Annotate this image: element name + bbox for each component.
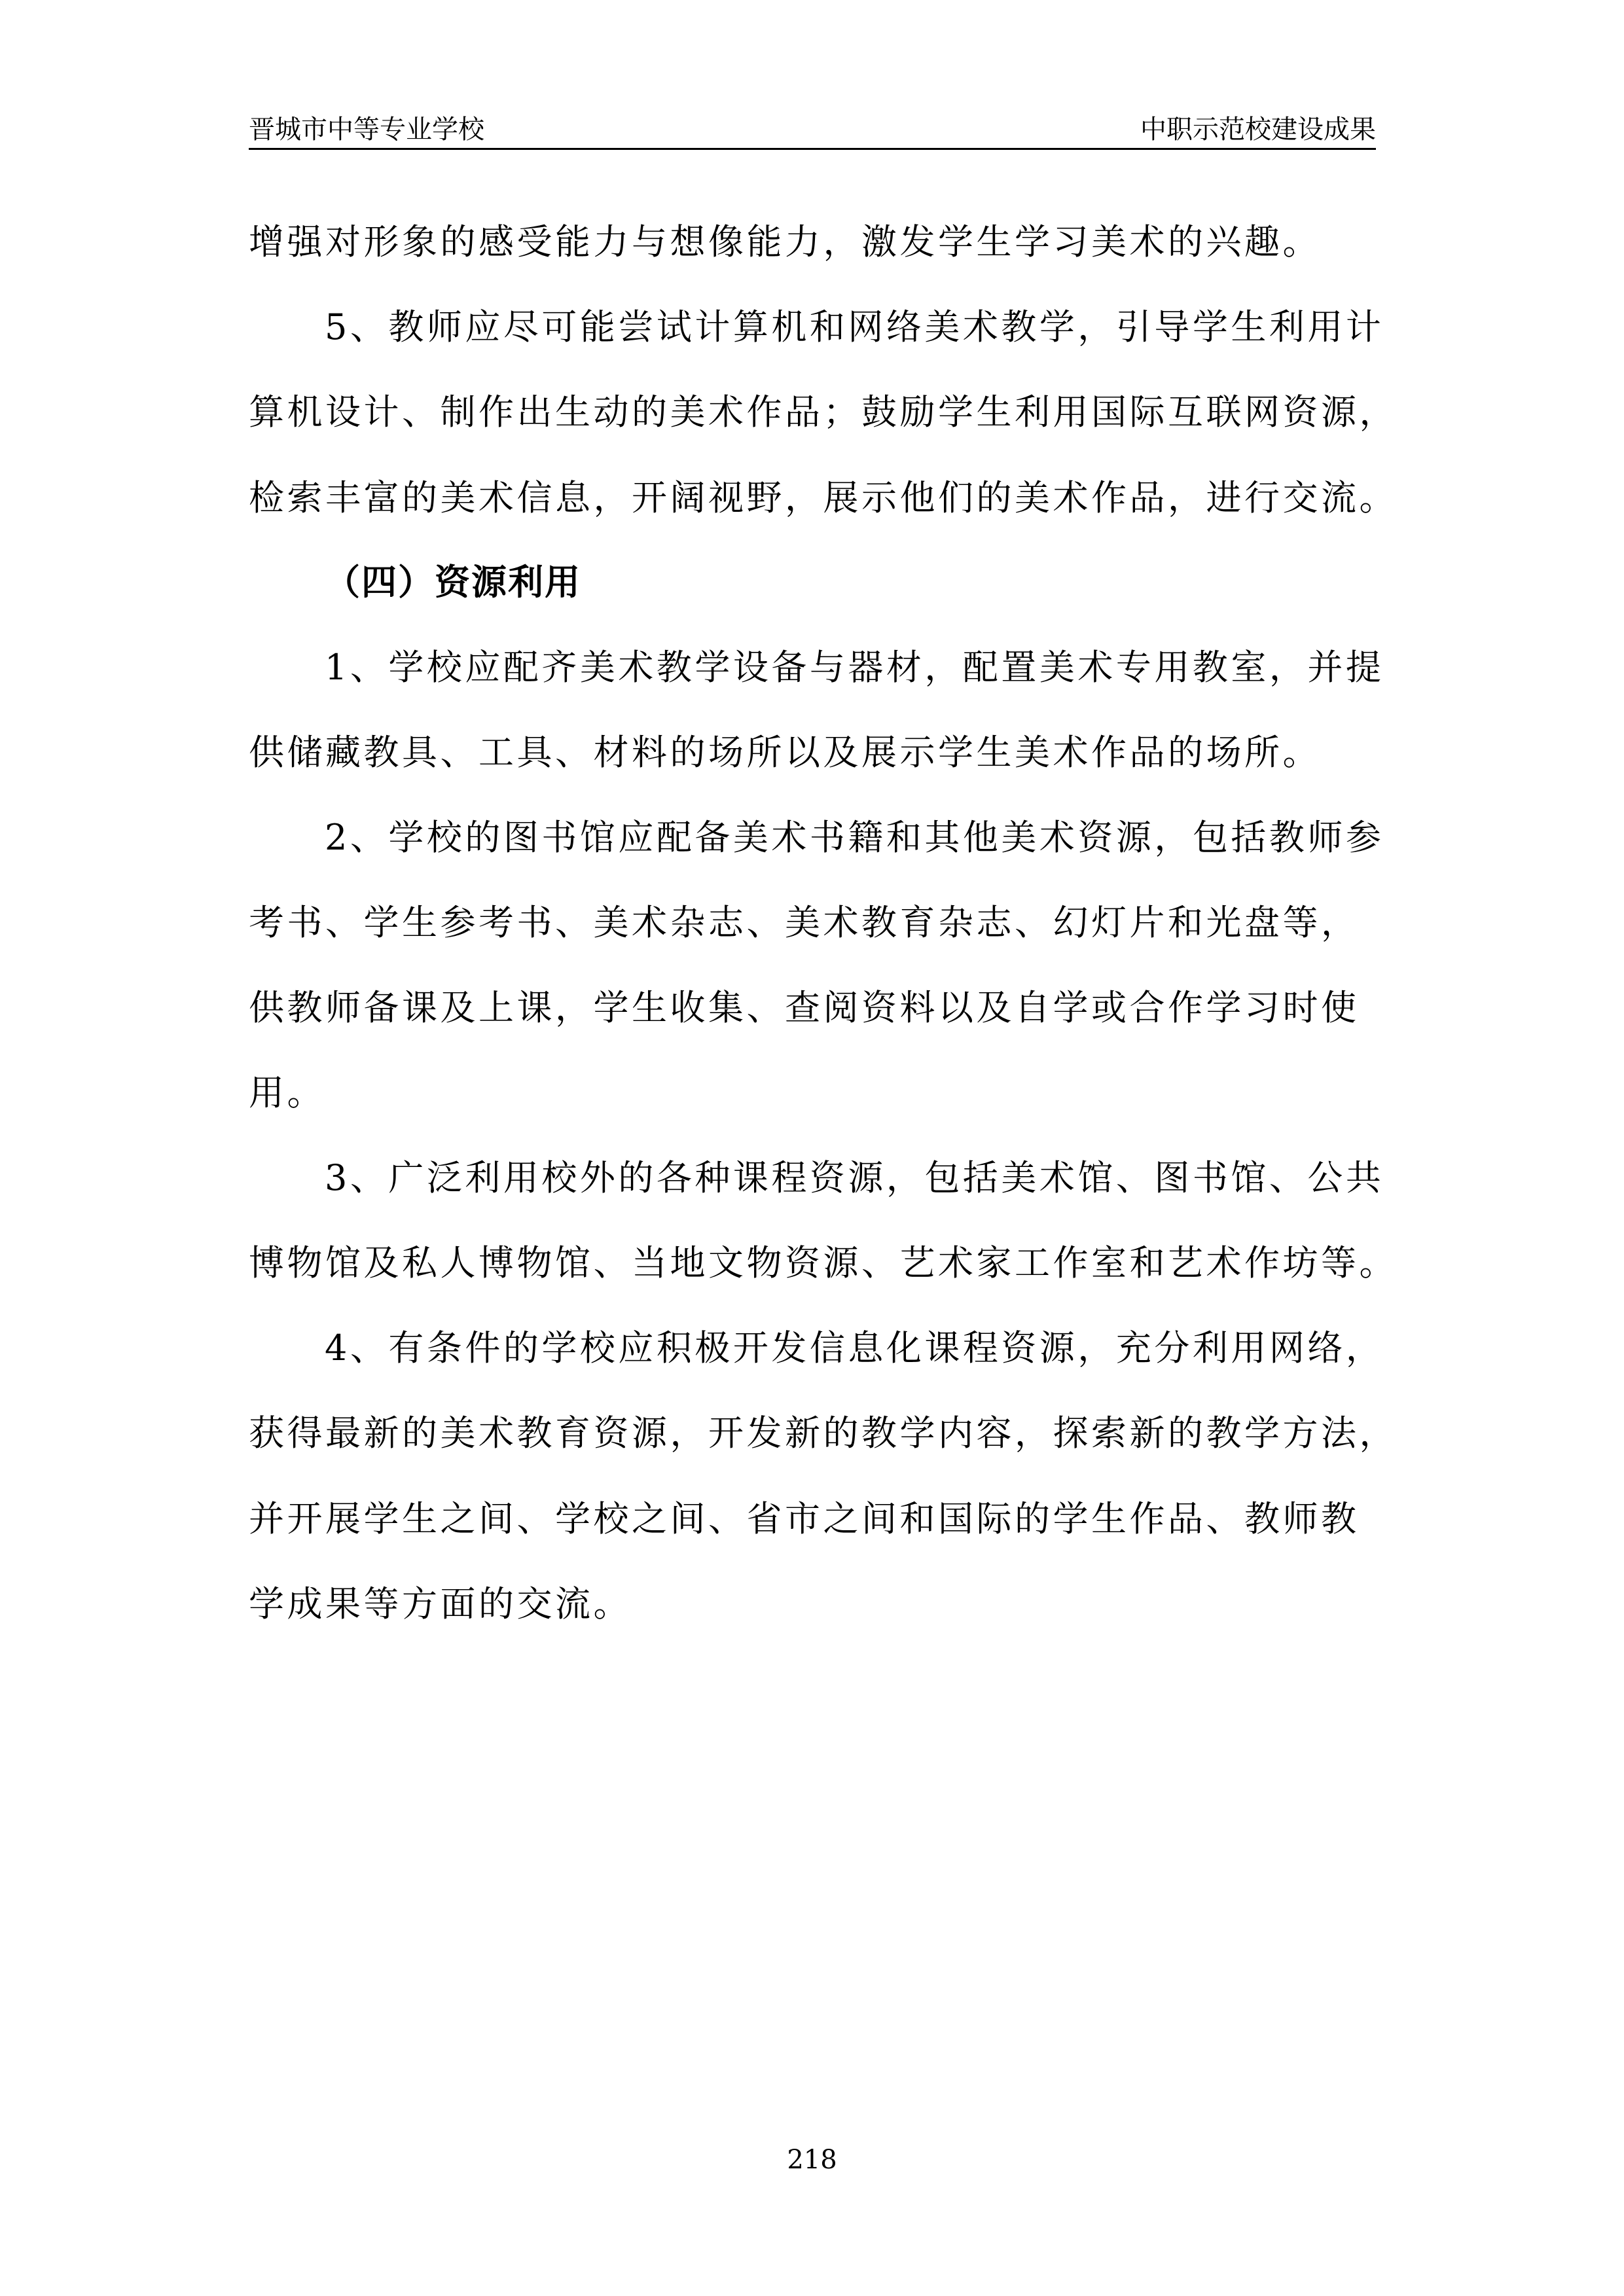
- paragraph-line: 1、学校应配齐美术教学设备与器材，配置美术专用教室，并提: [325, 647, 1384, 688]
- header-document-title: 中职示范校建设成果: [1140, 115, 1376, 145]
- paragraph-line: 并开展学生之间、学校之间、省市之间和国际的学生作品、教师教: [249, 1498, 1360, 1539]
- page-header: [249, 110, 1376, 150]
- paragraph-line: 用。: [249, 1072, 325, 1113]
- paragraph-line: 增强对形象的感受能力与想像能力，激发学生学习美术的兴趣。: [249, 221, 1321, 262]
- paragraph-line: 获得最新的美术教育资源，开发新的教学内容，探索新的教学方法，: [249, 1412, 1398, 1454]
- paragraph-line: 供储藏教具、工具、材料的场所以及展示学生美术作品的场所。: [249, 732, 1321, 773]
- paragraph-line: 算机设计、制作出生动的美术作品；鼓励学生利用国际互联网资源，: [249, 391, 1398, 433]
- paragraph-line: 4、有条件的学校应积极开发信息化课程资源，充分利用网络，: [325, 1327, 1384, 1369]
- page-number: 218: [787, 2145, 837, 2175]
- paragraph-line: 学成果等方面的交流。: [249, 1583, 632, 1624]
- header-school-name: 晋城市中等专业学校: [249, 115, 484, 145]
- paragraph-line: 博物馆及私人博物馆、当地文物资源、艺术家工作室和艺术作坊等。: [249, 1242, 1398, 1283]
- paragraph-line: 2、学校的图书馆应配备美术书籍和其他美术资源，包括教师参: [325, 817, 1384, 858]
- paragraph-line: 5、教师应尽可能尝试计算机和网络美术教学，引导学生利用计: [325, 306, 1384, 348]
- section-heading: （四）资源利用: [325, 562, 581, 603]
- paragraph-line: 3、广泛利用校外的各种课程资源，包括美术馆、图书馆、公共: [325, 1157, 1384, 1198]
- paragraph-line: 供教师备课及上课，学生收集、查阅资料以及自学或合作学习时使: [249, 987, 1360, 1028]
- paragraph-line: 检索丰富的美术信息，开阔视野，展示他们的美术作品，进行交流。: [249, 477, 1398, 518]
- paragraph-line: 考书、学生参考书、美术杂志、美术教育杂志、幻灯片和光盘等，: [249, 902, 1360, 943]
